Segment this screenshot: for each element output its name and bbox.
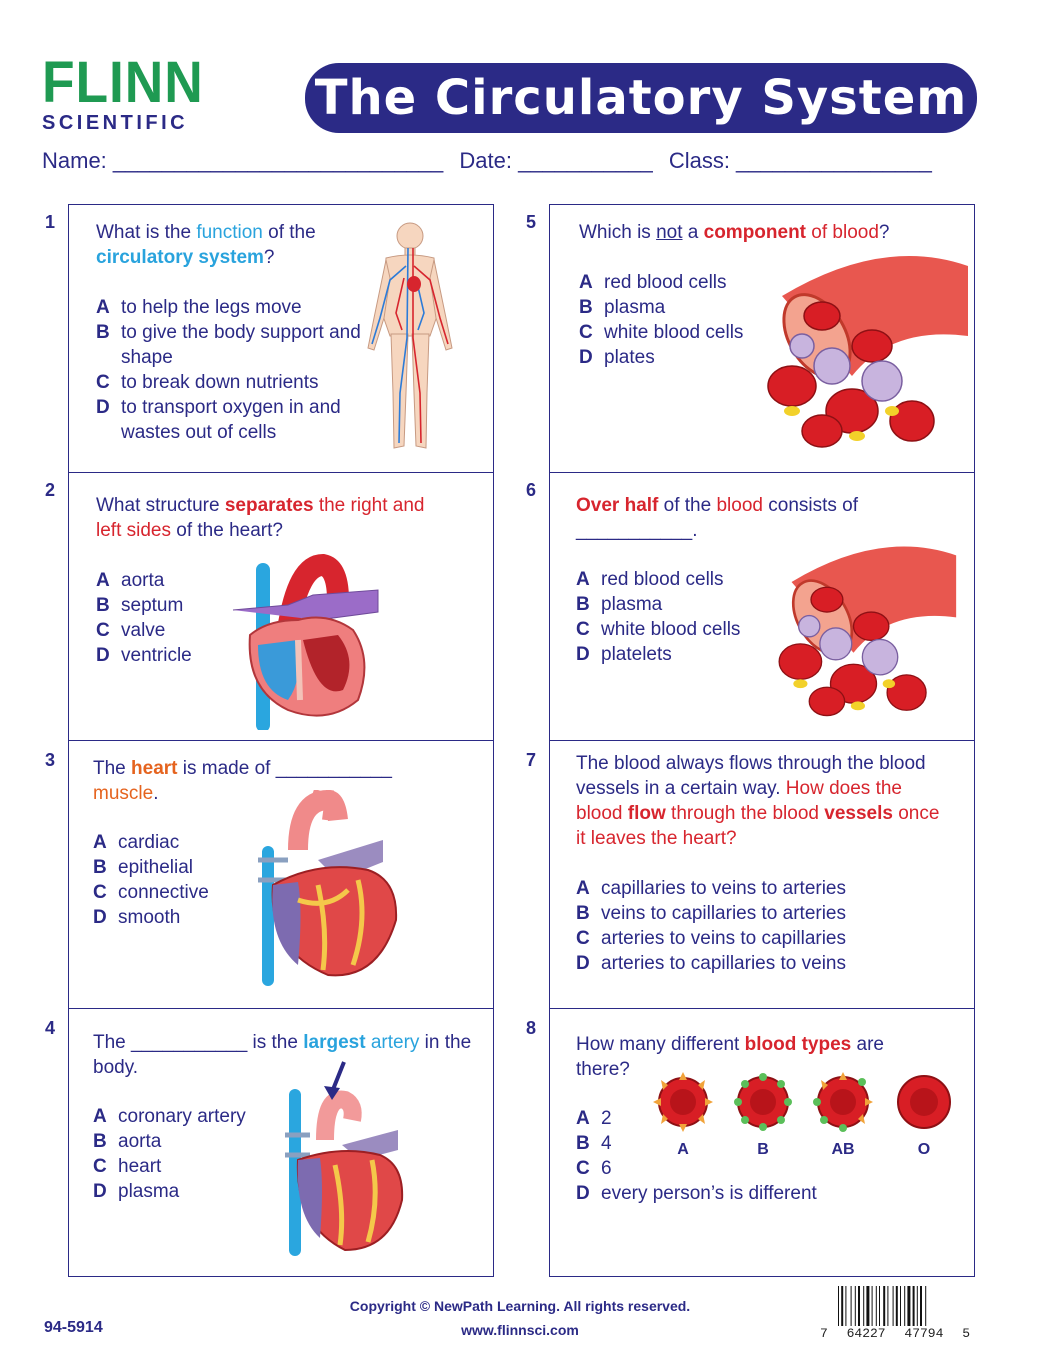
option-letter: A bbox=[579, 272, 593, 293]
option-text: plasma bbox=[601, 594, 663, 615]
blood-vessel-illustration bbox=[762, 226, 968, 452]
barcode-digit-group: 7 bbox=[820, 1326, 828, 1341]
option-text: red blood cells bbox=[601, 569, 724, 590]
question-text-run: through the blood bbox=[665, 803, 825, 824]
barcode-bar bbox=[855, 1286, 856, 1326]
question-text-run: is made of ___________ bbox=[177, 758, 392, 779]
answer-option-c[interactable] bbox=[576, 617, 776, 642]
question-text-run: not bbox=[656, 222, 683, 243]
answer-option-c[interactable] bbox=[93, 880, 253, 905]
barcode-digit-group: 64227 bbox=[846, 1326, 886, 1341]
question-number: 4 bbox=[45, 1018, 56, 1038]
barcode-icon bbox=[836, 1286, 966, 1326]
scientific-logo-text: SCIENTIFIC bbox=[42, 112, 189, 134]
question-text-run: . bbox=[153, 783, 159, 804]
option-letter: B bbox=[93, 857, 107, 878]
option-text: 2 bbox=[601, 1108, 612, 1129]
answer-options bbox=[579, 270, 779, 370]
question-text-run: ? bbox=[263, 247, 275, 268]
question-text-run: once it leaves the heart? bbox=[576, 803, 940, 849]
option-text: to transport oxygen in and wastes out of cells bbox=[121, 397, 341, 443]
blood-cell-a bbox=[653, 1072, 713, 1132]
answer-option-a[interactable] bbox=[93, 830, 253, 855]
question-text-run: of the bbox=[262, 222, 316, 243]
question-text bbox=[96, 493, 436, 543]
option-text: arteries to capillaries to veins bbox=[601, 953, 846, 974]
answer-option-b[interactable] bbox=[93, 1129, 283, 1154]
question-text-run: What is the bbox=[96, 222, 197, 243]
question-text-run: function bbox=[196, 222, 263, 243]
option-letter: B bbox=[576, 594, 590, 615]
option-letter: D bbox=[93, 907, 107, 928]
answer-option-a[interactable] bbox=[576, 567, 776, 592]
option-text: ventricle bbox=[121, 645, 192, 666]
option-letter: A bbox=[96, 570, 110, 591]
question-text-run: of the heart? bbox=[170, 520, 283, 541]
heart-with-arrow-illustration bbox=[280, 1060, 410, 1260]
blood-type-label: O bbox=[917, 1141, 931, 1158]
question-text-run: of the bbox=[658, 495, 717, 516]
option-letter: D bbox=[576, 953, 590, 974]
question-text-run: circulatory system bbox=[96, 247, 264, 268]
option-text: septum bbox=[121, 595, 184, 616]
answer-option-b[interactable] bbox=[93, 855, 253, 880]
barcode-bar bbox=[866, 1286, 869, 1326]
option-letter: B bbox=[96, 595, 110, 616]
answer-options bbox=[93, 830, 253, 930]
option-text: epithelial bbox=[118, 857, 193, 878]
question-text bbox=[576, 751, 946, 851]
option-letter: B bbox=[96, 322, 110, 343]
answer-option-d[interactable] bbox=[576, 951, 956, 976]
question-text-run: vessels bbox=[824, 803, 893, 824]
question-number: 1 bbox=[45, 212, 56, 232]
answer-option-d[interactable] bbox=[96, 395, 376, 445]
option-text: arteries to veins to capillaries bbox=[601, 928, 846, 949]
barcode-bar bbox=[879, 1286, 880, 1326]
answer-option-b[interactable] bbox=[576, 592, 776, 617]
heart-illustration bbox=[258, 790, 408, 990]
barcode-digit-group: 47794 bbox=[904, 1326, 944, 1341]
answer-options bbox=[96, 295, 376, 445]
answer-option-b[interactable] bbox=[576, 901, 956, 926]
option-letter: C bbox=[93, 1156, 107, 1177]
option-text: connective bbox=[118, 882, 209, 903]
question-text-run: in the body. bbox=[93, 1032, 472, 1078]
question-text-run: Which is bbox=[579, 222, 657, 243]
copyright-text: Copyright © NewPath Learning. All rights reserved. bbox=[349, 1298, 691, 1314]
option-letter: B bbox=[93, 1131, 107, 1152]
barcode-bar bbox=[838, 1286, 839, 1326]
answer-option-d[interactable] bbox=[576, 642, 776, 667]
question-text-run: The bbox=[93, 758, 132, 779]
answer-option-b[interactable] bbox=[96, 320, 376, 370]
option-letter: C bbox=[96, 372, 110, 393]
question-number: 5 bbox=[526, 212, 537, 232]
question-text-run: a bbox=[682, 222, 704, 243]
question-text-run: How does the blood bbox=[576, 778, 902, 824]
option-text: plasma bbox=[118, 1181, 180, 1202]
option-letter: A bbox=[576, 1108, 590, 1129]
answer-option-c[interactable] bbox=[576, 926, 956, 951]
answer-options bbox=[96, 568, 236, 668]
barcode-bar bbox=[887, 1286, 888, 1326]
question-text-run: largest bbox=[303, 1032, 366, 1053]
option-letter: D bbox=[576, 644, 590, 665]
barcode-bar bbox=[913, 1286, 915, 1326]
website-link[interactable]: www.flinnsci.com bbox=[461, 1322, 579, 1338]
barcode-bar bbox=[900, 1286, 901, 1326]
option-text: to break down nutrients bbox=[121, 372, 319, 393]
answer-option-d[interactable] bbox=[576, 1181, 876, 1206]
barcode-bar bbox=[841, 1286, 843, 1326]
barcode-bar bbox=[876, 1286, 877, 1326]
question-text-run: consists of ___________. bbox=[576, 495, 859, 541]
title-banner bbox=[305, 63, 977, 133]
barcode-bar bbox=[893, 1286, 894, 1326]
question-text-run: The blood always flows through the blood vessels in a certain way. bbox=[576, 753, 926, 799]
question-number: 8 bbox=[526, 1018, 537, 1038]
answer-option-c[interactable] bbox=[96, 370, 376, 395]
question-text-run: of blood bbox=[806, 222, 879, 243]
option-text: heart bbox=[118, 1156, 162, 1177]
answer-option-d[interactable] bbox=[579, 345, 779, 370]
flinn-logo-text: FLINN bbox=[42, 50, 204, 115]
answer-option-c[interactable] bbox=[93, 1154, 283, 1179]
barcode-bar bbox=[872, 1286, 873, 1326]
option-letter: A bbox=[93, 832, 107, 853]
barcode-bar bbox=[907, 1286, 910, 1326]
blood-cell-o bbox=[898, 1076, 950, 1128]
barcode-bar bbox=[896, 1286, 898, 1326]
blood-cell-b bbox=[734, 1073, 792, 1131]
question-number: 7 bbox=[526, 750, 537, 770]
question-number: 3 bbox=[45, 750, 56, 770]
answer-option-a[interactable] bbox=[96, 295, 376, 320]
question-text-run: artery bbox=[365, 1032, 420, 1053]
option-text: aorta bbox=[118, 1131, 162, 1152]
option-text: red blood cells bbox=[604, 272, 727, 293]
blood-cell-ab bbox=[813, 1072, 873, 1132]
answer-options bbox=[576, 876, 956, 976]
answer-option-c[interactable] bbox=[96, 618, 236, 643]
answer-options bbox=[93, 1104, 283, 1204]
answer-option-c[interactable] bbox=[579, 320, 779, 345]
answer-option-b[interactable] bbox=[579, 295, 779, 320]
option-letter: A bbox=[93, 1106, 107, 1127]
date-field[interactable]: Date: ___________ bbox=[459, 148, 653, 173]
barcode-digit-group: 5 bbox=[962, 1326, 970, 1341]
option-letter: D bbox=[579, 347, 593, 368]
question-number: 2 bbox=[45, 480, 56, 500]
answer-option-a[interactable] bbox=[96, 568, 236, 593]
barcode-bar bbox=[920, 1286, 922, 1326]
question-text-run: blood bbox=[716, 495, 763, 516]
student-info-row bbox=[42, 148, 932, 174]
barcode-bar bbox=[925, 1286, 926, 1326]
option-text: every person’s is different bbox=[601, 1183, 817, 1204]
heart-cross-section-illustration bbox=[228, 550, 408, 730]
option-text: plasma bbox=[604, 297, 666, 318]
answer-option-d[interactable] bbox=[93, 905, 253, 930]
barcode-bar bbox=[883, 1286, 885, 1326]
option-text: aorta bbox=[121, 570, 165, 591]
barcode-bar bbox=[845, 1286, 846, 1326]
option-text: smooth bbox=[118, 907, 181, 928]
option-letter: D bbox=[96, 645, 110, 666]
option-letter: C bbox=[579, 322, 593, 343]
option-text: 6 bbox=[601, 1158, 612, 1179]
option-letter: C bbox=[576, 1158, 590, 1179]
option-letter: C bbox=[576, 928, 590, 949]
option-letter: A bbox=[96, 297, 110, 318]
barcode-bar bbox=[904, 1286, 905, 1326]
barcode-bar bbox=[863, 1286, 864, 1326]
answer-option-a[interactable] bbox=[579, 270, 779, 295]
question-text-run: the right and left sides bbox=[96, 495, 425, 541]
option-text: veins to capillaries to arteries bbox=[601, 903, 846, 924]
option-letter: C bbox=[96, 620, 110, 641]
option-text: to give the body support and shape bbox=[121, 322, 361, 368]
question-text-run: The ___________ is the bbox=[93, 1032, 304, 1053]
option-text: coronary artery bbox=[118, 1106, 246, 1127]
barcode-number bbox=[820, 1326, 970, 1341]
human-body-illustration bbox=[360, 218, 460, 458]
option-text: plates bbox=[604, 347, 655, 368]
question-text-run: blood types bbox=[744, 1034, 852, 1055]
option-text: platelets bbox=[601, 644, 672, 665]
option-letter: B bbox=[576, 903, 590, 924]
name-field[interactable]: Name: ___________________________ bbox=[42, 148, 444, 173]
answer-options bbox=[576, 567, 776, 667]
option-letter: D bbox=[96, 397, 110, 418]
barcode-bar bbox=[858, 1286, 860, 1326]
option-letter: D bbox=[93, 1181, 107, 1202]
blood-type-label: B bbox=[757, 1141, 769, 1158]
question-text-run: separates bbox=[224, 495, 314, 516]
blood-types-illustration bbox=[648, 1070, 960, 1162]
option-text: cardiac bbox=[118, 832, 180, 853]
option-text: white blood cells bbox=[604, 322, 744, 343]
question-text-run: Over half bbox=[576, 495, 659, 516]
barcode-bar bbox=[851, 1286, 852, 1326]
question-text bbox=[96, 220, 356, 270]
question-text-run: flow bbox=[627, 803, 666, 824]
option-letter: A bbox=[576, 878, 590, 899]
option-text: 4 bbox=[601, 1133, 612, 1154]
option-letter: B bbox=[579, 297, 593, 318]
blood-type-label: AB bbox=[831, 1141, 855, 1158]
question-text-run: heart bbox=[131, 758, 178, 779]
question-text-run: muscle bbox=[93, 783, 154, 804]
product-code: 94-5914 bbox=[44, 1319, 103, 1336]
page-title: The Circulatory System bbox=[314, 70, 968, 126]
option-letter: C bbox=[93, 882, 107, 903]
question-text-run: ? bbox=[878, 222, 890, 243]
option-text: capillaries to veins to arteries bbox=[601, 878, 846, 899]
option-text: white blood cells bbox=[601, 619, 741, 640]
option-text: to help the legs move bbox=[121, 297, 302, 318]
option-letter: A bbox=[576, 569, 590, 590]
answer-option-a[interactable] bbox=[576, 876, 956, 901]
answer-option-d[interactable] bbox=[93, 1179, 283, 1204]
answer-option-a[interactable] bbox=[93, 1104, 283, 1129]
option-letter: B bbox=[576, 1133, 590, 1154]
question-number: 6 bbox=[526, 480, 537, 500]
barcode-bar bbox=[917, 1286, 918, 1326]
question-text-run: component bbox=[703, 222, 807, 243]
option-text: valve bbox=[121, 620, 166, 641]
blood-vessel-illustration bbox=[762, 520, 968, 720]
blood-type-label: A bbox=[677, 1141, 689, 1158]
question-text-run: How many different bbox=[576, 1034, 745, 1055]
class-field[interactable]: Class: ________________ bbox=[668, 148, 932, 173]
option-letter: C bbox=[576, 619, 590, 640]
answer-option-b[interactable] bbox=[96, 593, 236, 618]
option-letter: D bbox=[576, 1183, 590, 1204]
question-text-run: What structure bbox=[96, 495, 225, 516]
question-text-run: are there? bbox=[576, 1034, 884, 1080]
answer-option-d[interactable] bbox=[96, 643, 236, 668]
